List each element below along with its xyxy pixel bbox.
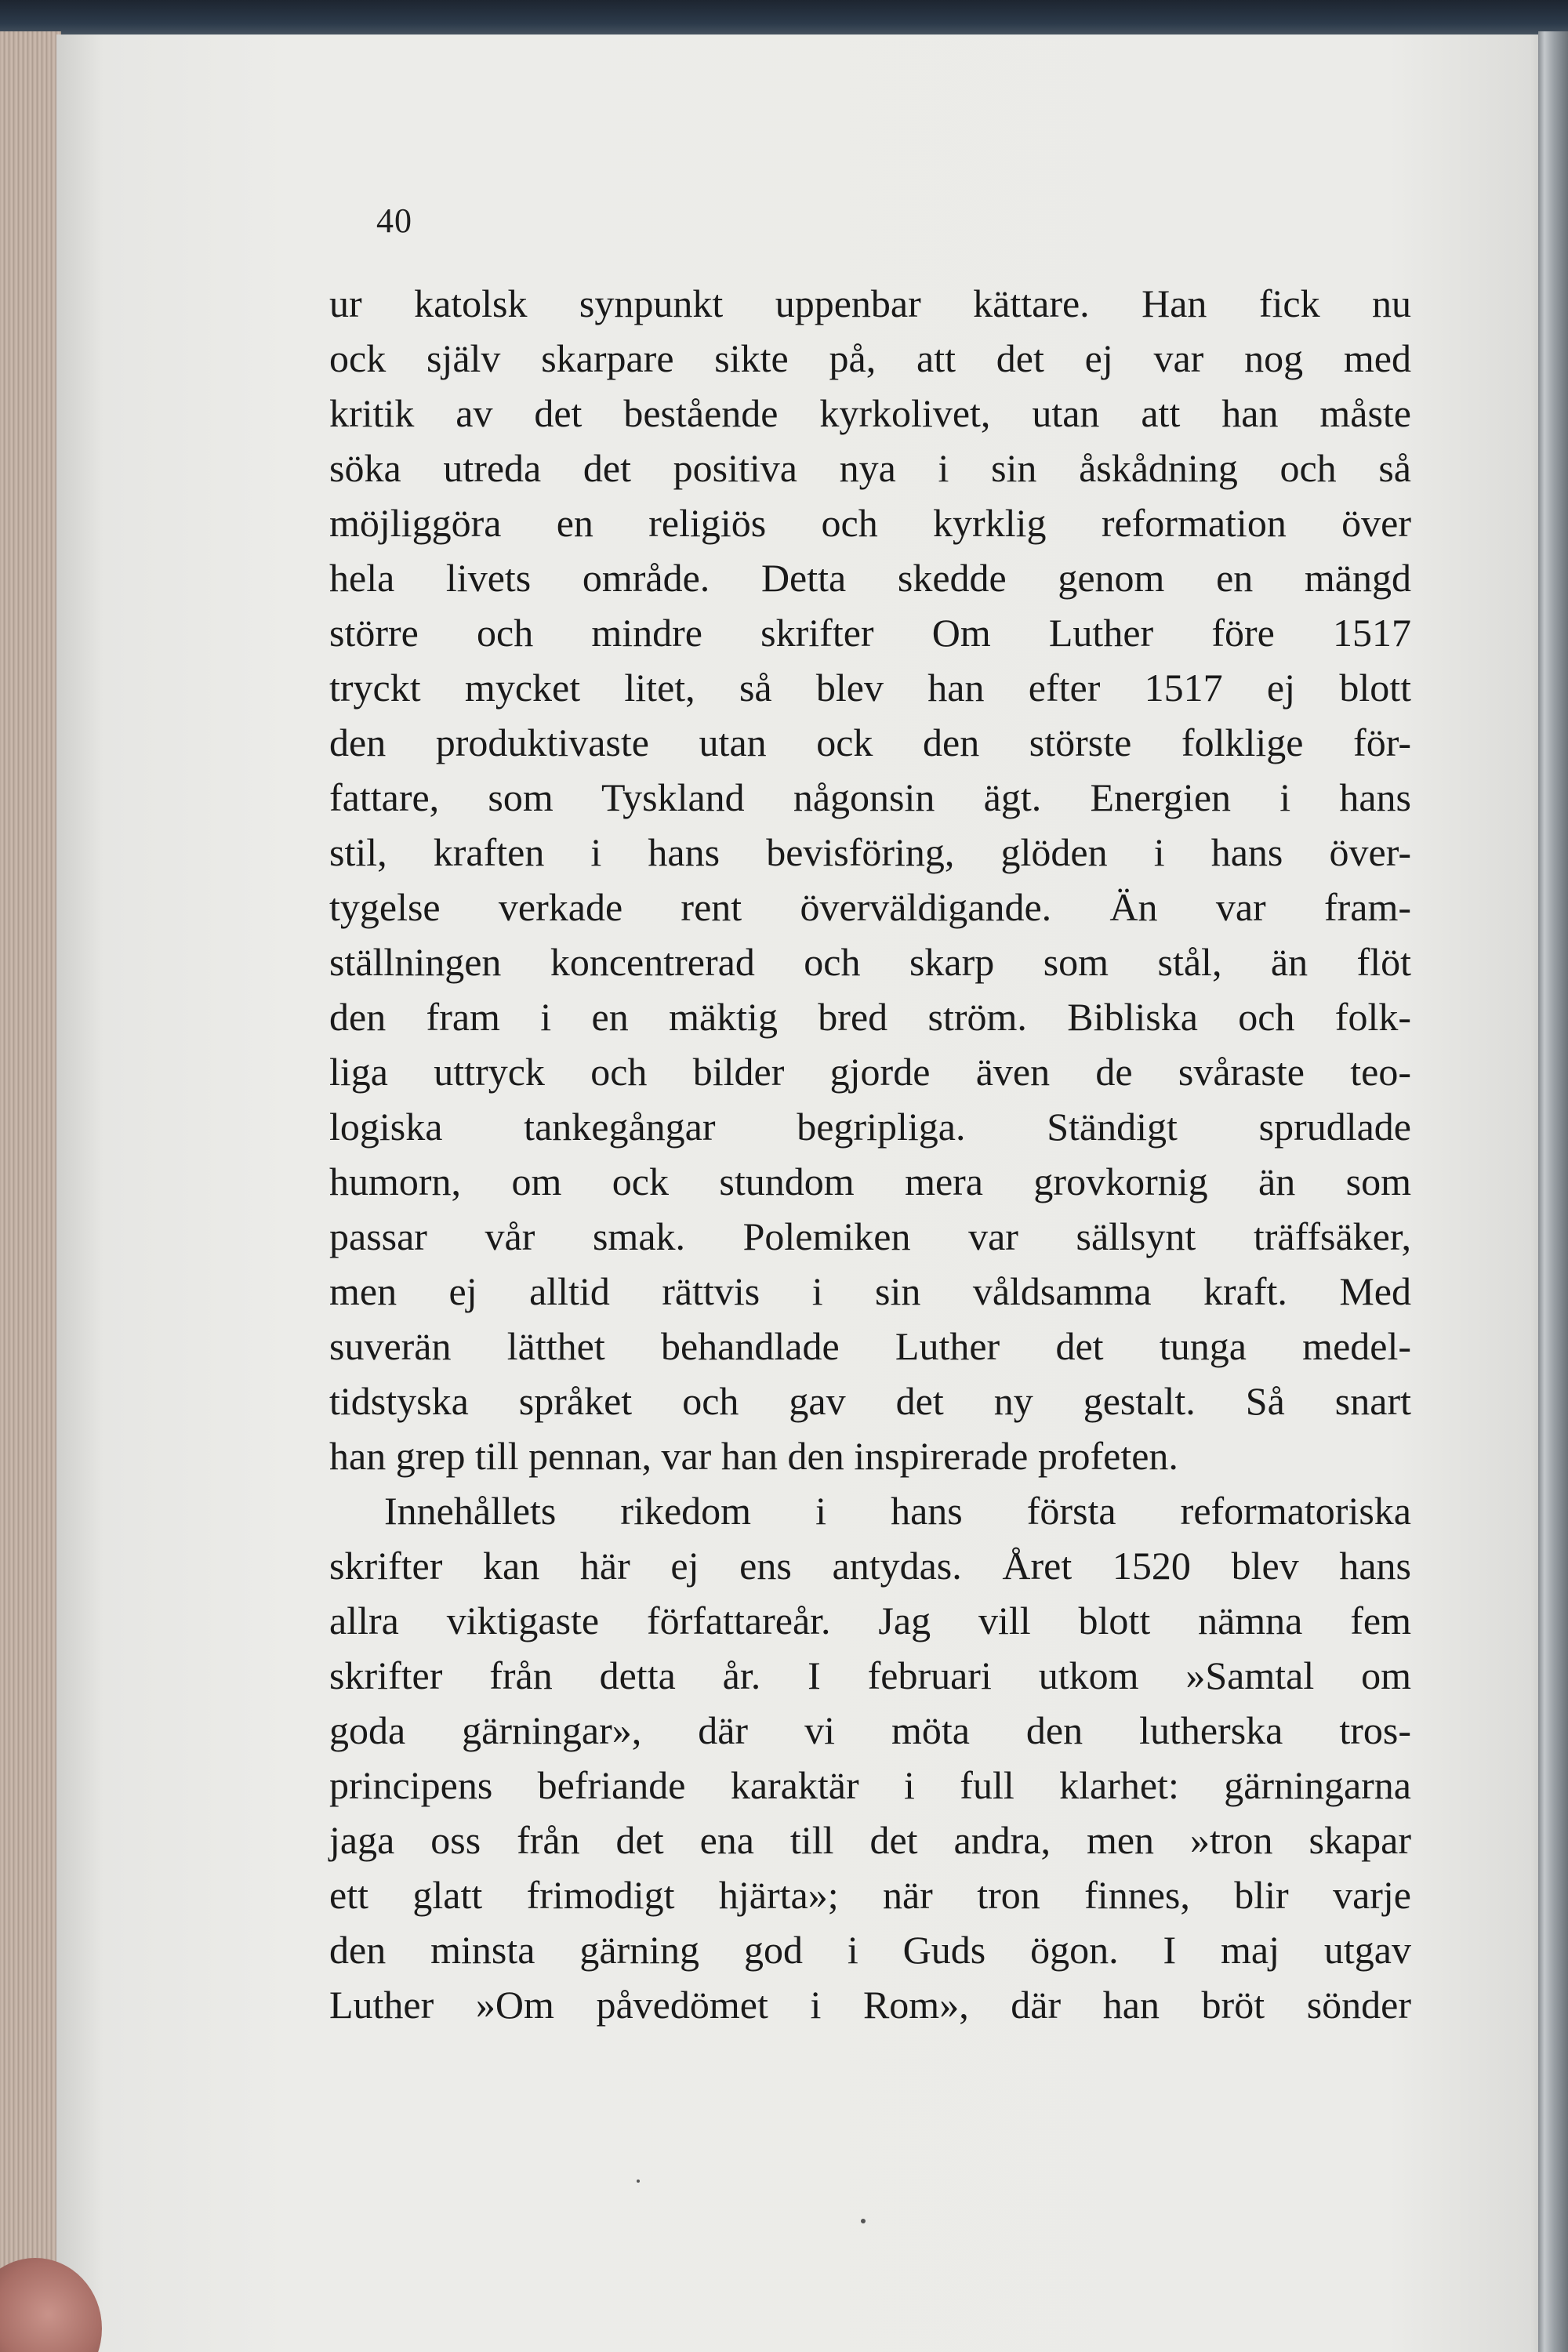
text-line: skrifter kan här ej ens antydas. Året 1520 blev hans xyxy=(329,1544,1411,1588)
text-line: tygelse verkade rent överväldigande. Än var fram- xyxy=(329,885,1411,929)
body-text xyxy=(329,276,1411,2032)
paper-speck xyxy=(861,2219,866,2223)
book-binding-edge xyxy=(1538,31,1568,2352)
text-line: han grep till pennan, var han den inspirerade profeten. xyxy=(329,1434,1178,1478)
text-line: skrifter från detta år. I februari utkom »Samtal om xyxy=(329,1653,1411,1697)
paper-speck xyxy=(637,2180,640,2183)
text-line: jaga oss från det ena till det andra, men »tron skapar xyxy=(329,1818,1411,1862)
text-line: kritik av det bestående kyrkolivet, utan att han måste xyxy=(329,391,1411,435)
text-line: ur katolsk synpunkt uppenbar kättare. Han fick nu xyxy=(329,281,1411,325)
text-line: den fram i en mäktig bred ström. Bibliska och folk- xyxy=(329,995,1411,1039)
paragraph xyxy=(329,276,1411,1483)
text-line: söka utreda det positiva nya i sin åskådning och så xyxy=(329,446,1411,490)
text-line: suverän lätthet behandlade Luther det tunga medel- xyxy=(329,1324,1411,1368)
text-line: humorn, om ock stundom mera grovkornig än som xyxy=(329,1160,1411,1203)
text-line: fattare, som Tyskland någonsin ägt. Energien i hans xyxy=(329,775,1411,819)
text-line: logiska tankegångar begripliga. Ständigt sprudlade xyxy=(329,1105,1411,1149)
text-line: passar vår smak. Polemiken var sällsynt träffsäker, xyxy=(329,1214,1411,1258)
text-line: tidstyska språket och gav det ny gestalt. Så snart xyxy=(329,1379,1411,1423)
text-line: tryckt mycket litet, så blev han efter 1517 ej blott xyxy=(329,666,1411,710)
text-line: möjliggöra en religiös och kyrklig reformation över xyxy=(329,501,1411,545)
paragraph xyxy=(329,1483,1411,2032)
text-line: hela livets område. Detta skedde genom en mängd xyxy=(329,556,1411,600)
text-line: men ej alltid rättvis i sin våldsamma kraft. Med xyxy=(329,1269,1411,1313)
text-line: den produktivaste utan ock den störste folklige för- xyxy=(329,720,1411,764)
text-line: ställningen koncentrerad och skarp som stål, än flöt xyxy=(329,940,1411,984)
text-line: allra viktigaste författareår. Jag vill blott nämna fem xyxy=(329,1599,1411,1642)
text-line: ett glatt frimodigt hjärta»; när tron finnes, blir varje xyxy=(329,1873,1411,1917)
text-line: principens befriande karaktär i full klarhet: gärningarna xyxy=(329,1763,1411,1807)
text-line: Luther »Om påvedömet i Rom», där han bröt sönder xyxy=(329,1983,1411,2027)
text-line: goda gärningar», där vi möta den lutherska tros- xyxy=(329,1708,1411,1752)
text-line: Innehållets rikedom i hans första reformatoriska xyxy=(384,1489,1411,1533)
text-line: den minsta gärning god i Guds ögon. I maj utgav xyxy=(329,1928,1411,1972)
text-line: ock själv skarpare sikte på, att det ej var nog med xyxy=(329,336,1411,380)
text-line: liga uttryck och bilder gjorde även de svåraste teo- xyxy=(329,1050,1411,1094)
text-line: stil, kraften i hans bevisföring, glöden i hans över- xyxy=(329,830,1411,874)
page-number: 40 xyxy=(376,201,412,240)
text-line: större och mindre skrifter Om Luther före 1517 xyxy=(329,611,1411,655)
page-stack-edge xyxy=(0,31,61,2352)
